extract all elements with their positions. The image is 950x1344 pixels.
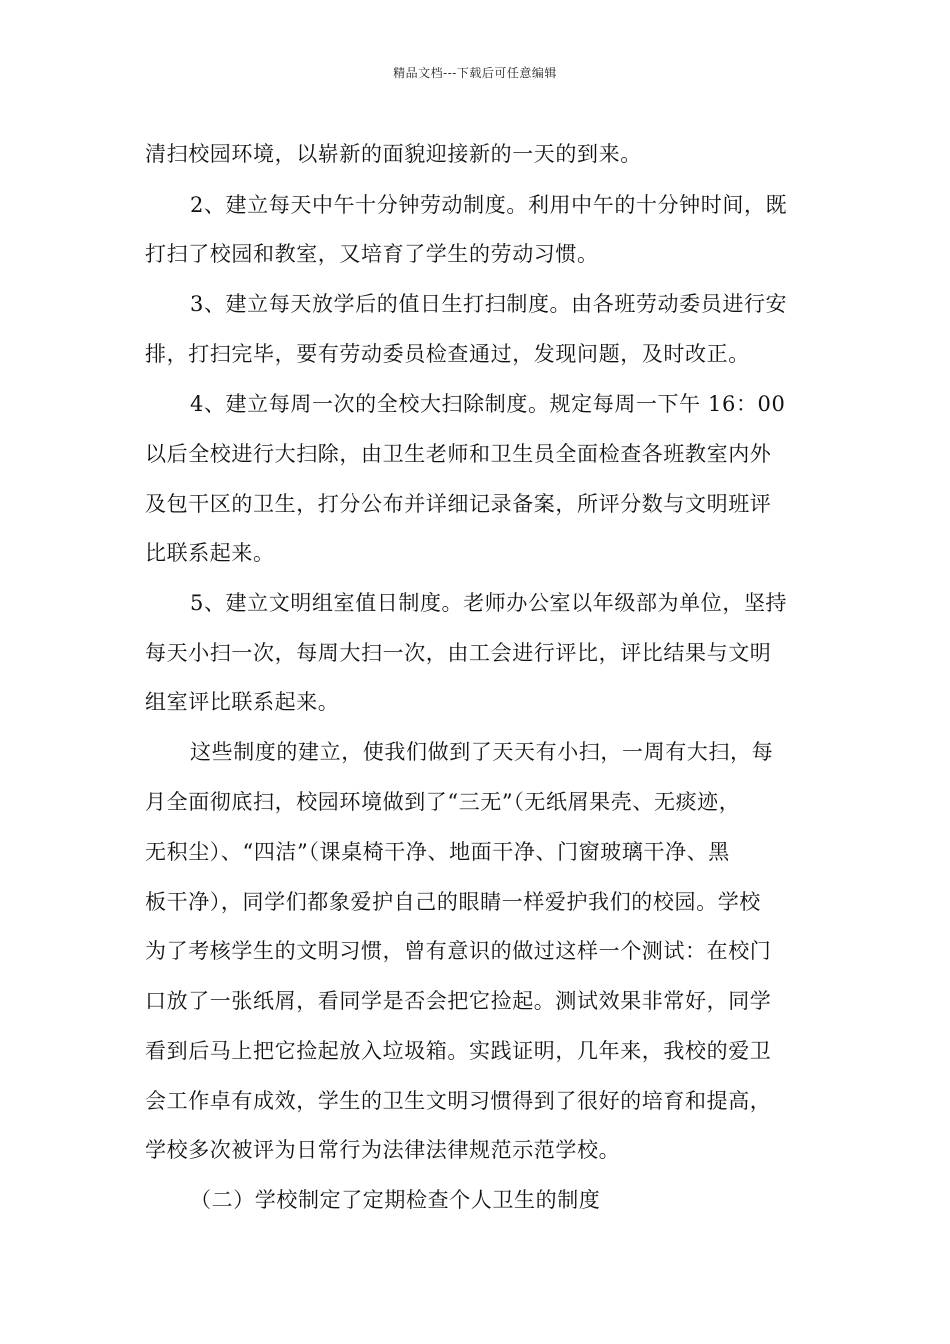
text-line: 每天小扫一次，每周大扫一次，由工会进行评比，评比结果与文明 [145,641,772,665]
text-line: 口放了一张纸屑，看同学是否会把它捡起。测试效果非常好，同学 [145,989,772,1013]
text-line: 学校多次被评为日常行为法律法律规范示范学校。 [145,1138,621,1162]
text-line: 会工作卓有成效，学生的卫生文明习惯得到了很好的培育和提高， [145,1089,772,1113]
section-heading: （二）学校制定了定期检查个人卫生的制度 [190,1188,601,1212]
text-line: 3、建立每天放学后的值日生打扫制度。由各班劳动委员进行安 [190,292,788,316]
text-line: 比联系起来。 [145,541,275,565]
text-line: 清扫校园环境，以崭新的面貌迎接新的一天的到来。 [145,142,642,166]
text-line: 组室评比联系起来。 [145,690,340,714]
text-line: 打扫了校园和教室，又培育了学生的劳动习惯。 [145,242,599,266]
text-line: 板干净），同学们都象爱护自己的眼睛一样爱护我们的校园。学校 [145,890,761,914]
text-line: 这些制度的建立，使我们做到了天天有小扫，一周有大扫，每 [190,740,774,764]
text-line: 无积尘）、“四洁”（课桌椅干净、地面干净、门窗玻璃干净、黑 [145,840,730,864]
text-line: 月全面彻底扫，校园环境做到了“三无”（无纸屑果壳、无痰迹， [145,790,741,814]
text-line: 以后全校进行大扫除，由卫生老师和卫生员全面检查各班教室内外 [145,442,772,466]
text-line: 看到后马上把它捡起放入垃圾箱。实践证明，几年来，我校的爱卫 [145,1039,772,1063]
page-header: 精品文档---下载后可任意编辑 [393,66,557,80]
text-line: 2、建立每天中午十分钟劳动制度。利用中午的十分钟时间，既 [190,193,788,217]
text-line: 及包干区的卫生，打分公布并详细记录备案，所评分数与文明班评 [145,492,772,516]
text-line: 排，打扫完毕，要有劳动委员检查通过，发现问题，及时改正。 [145,342,750,366]
text-line: 为了考核学生的文明习惯，曾有意识的做过这样一个测试：在校门 [145,939,772,963]
text-line: 4、建立每周一次的全校大扫除制度。规定每周一下午 16：00 [190,392,786,416]
text-line: 5、建立文明组室值日制度。老师办公室以年级部为单位，坚持 [190,591,788,615]
